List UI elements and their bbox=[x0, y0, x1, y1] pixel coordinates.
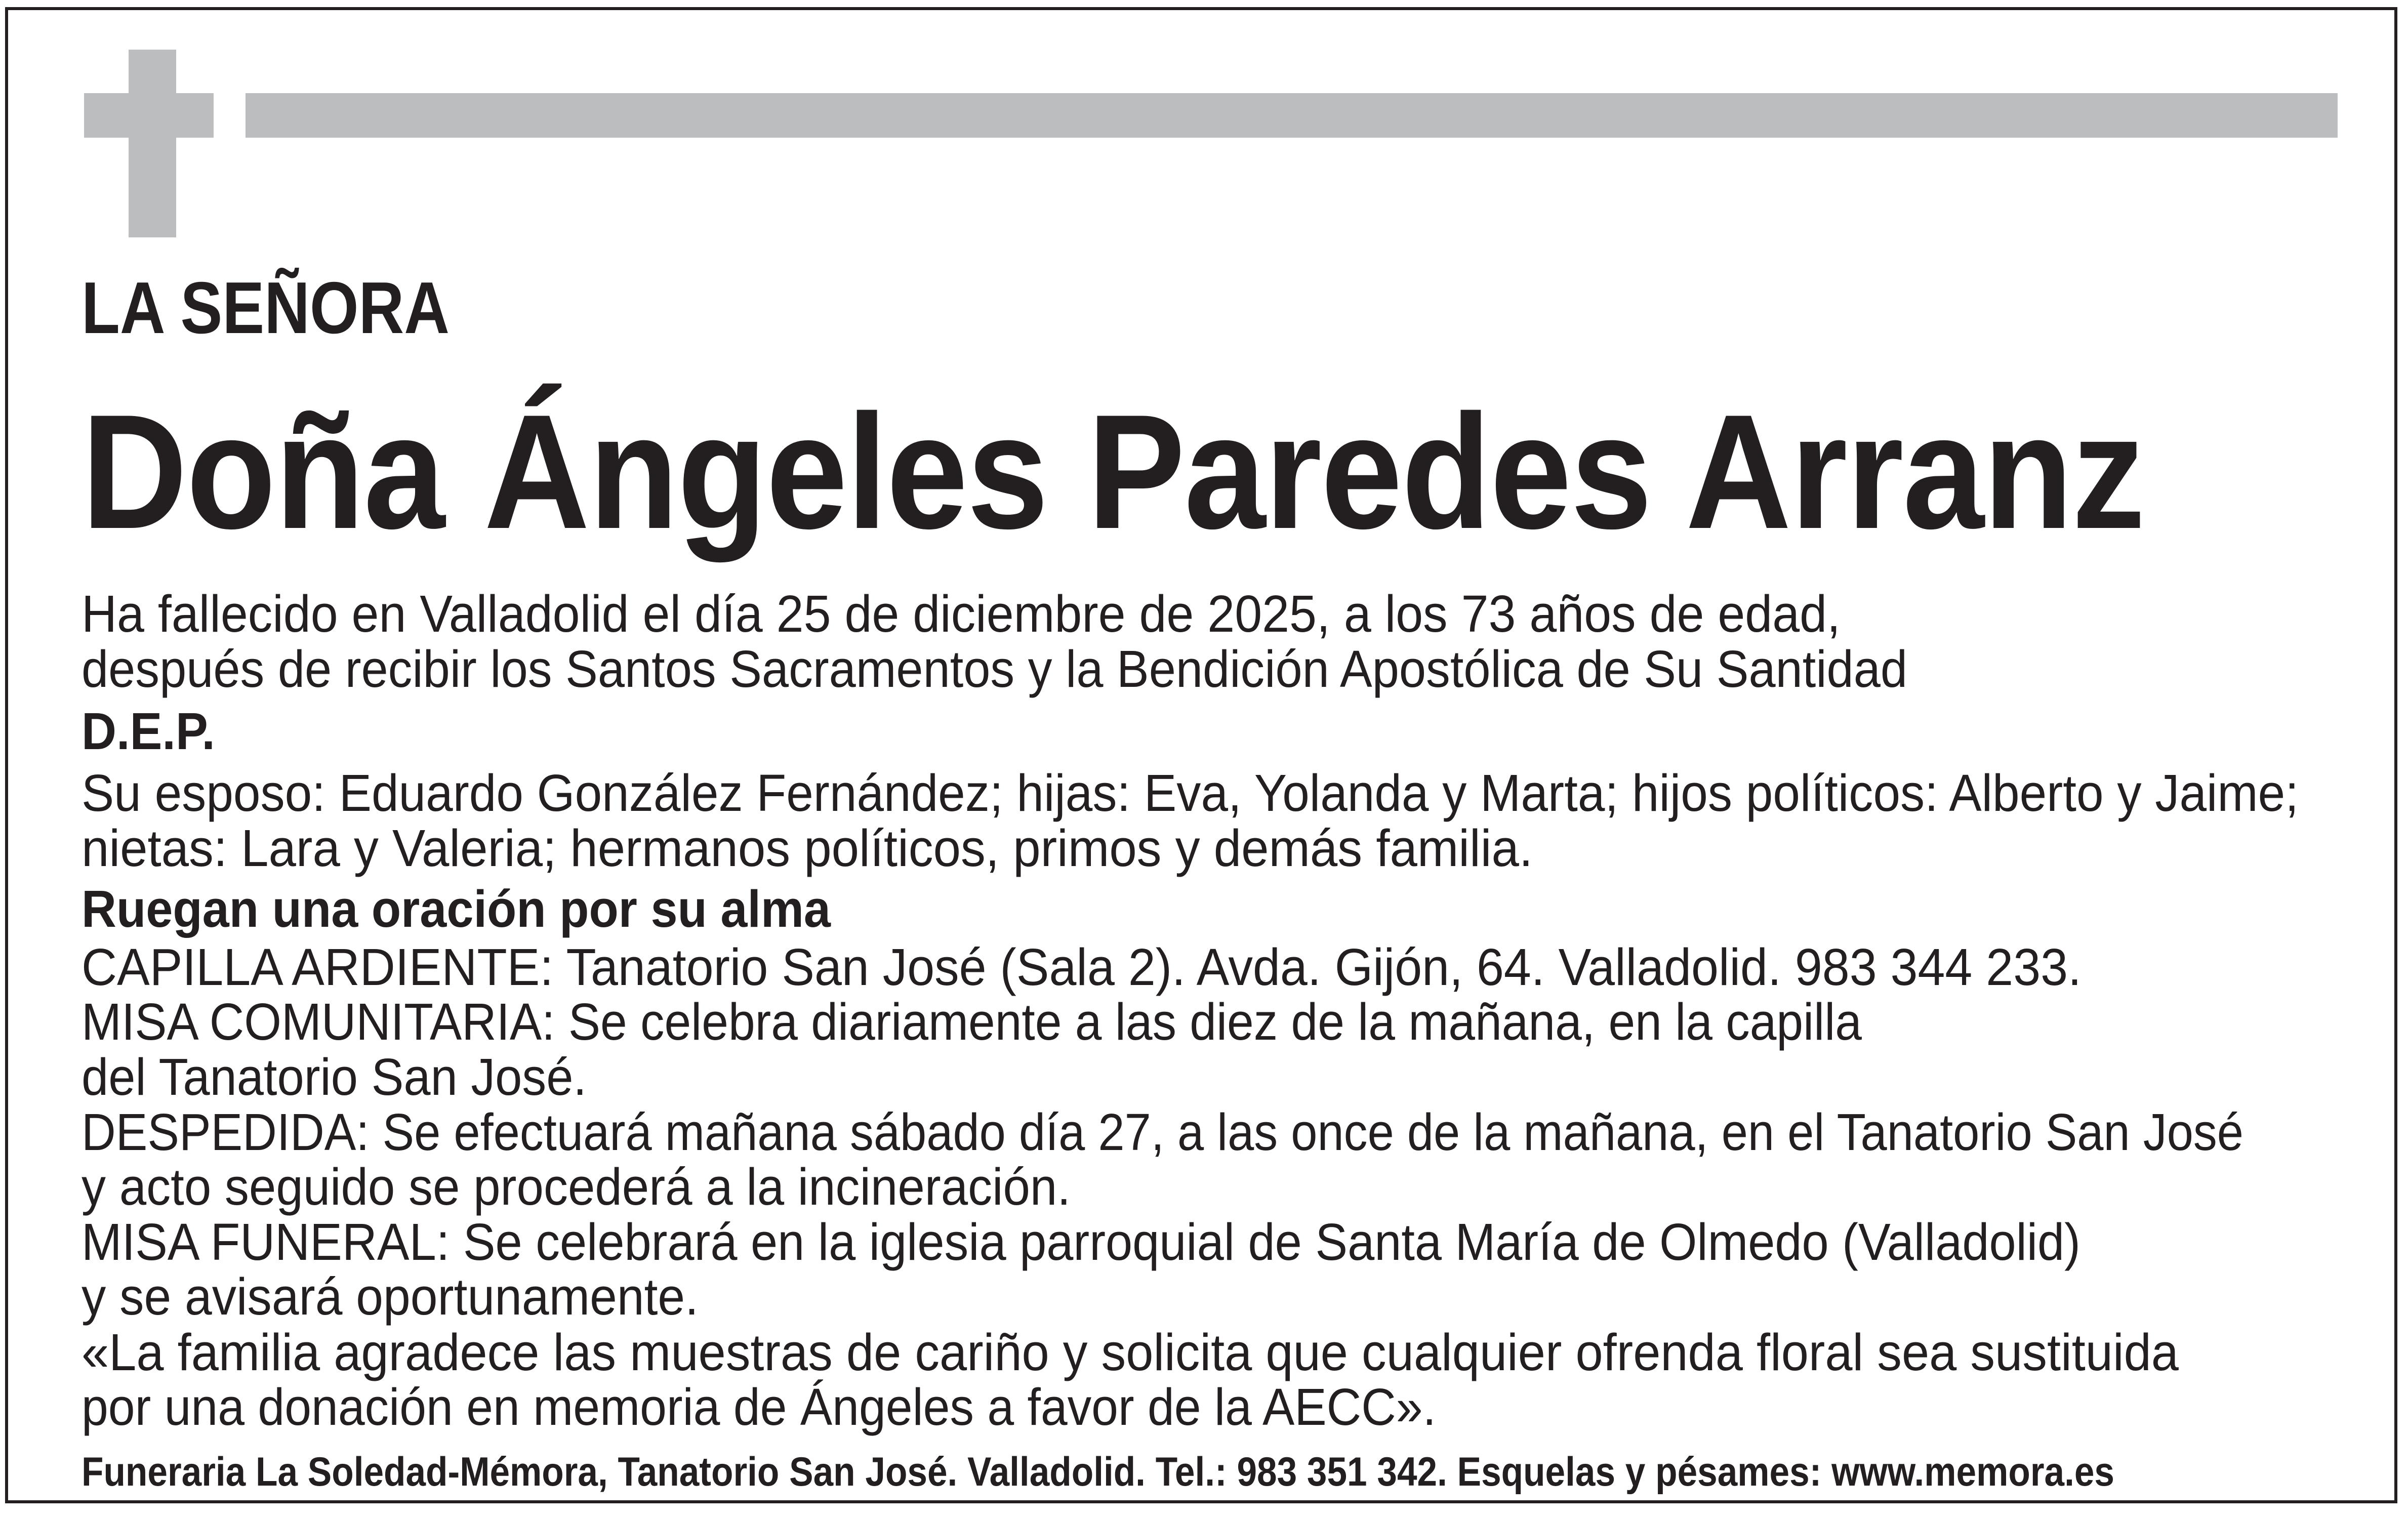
deceased-name: Doña Ángeles Paredes Arranz bbox=[81, 381, 2144, 563]
rip-label: D.E.P. bbox=[81, 702, 215, 761]
family-line-2: nietas: Lara y Valeria; hermanos políticos, primos y demás familia. bbox=[81, 819, 1533, 878]
cross-horizontal-bar bbox=[84, 93, 214, 138]
cross-vertical-bar bbox=[129, 50, 176, 237]
prayer-request: Ruegan una oración por su alma bbox=[81, 880, 831, 938]
service-misa-funeral-cont: y se avisará oportunamente. bbox=[81, 1267, 699, 1326]
header-rule bbox=[246, 93, 2338, 138]
funeral-home-footer: Funeraria La Soledad-Mémora, Tanatorio San José. Valladolid. Tel.: 983 351 342. Esquelas y pésames: www.memora.es bbox=[81, 1449, 2114, 1495]
family-note-line-2: por una donación en memoria de Ángeles a favor de la AECC». bbox=[81, 1378, 1436, 1437]
honorific-title: LA SEÑORA bbox=[81, 267, 450, 349]
service-despedida: DESPEDIDA: Se efectuará mañana sábado día 27, a las once de la mañana, en el Tanatorio San José bbox=[81, 1103, 2243, 1162]
service-despedida-cont: y acto seguido se procederá a la incineración. bbox=[81, 1158, 1071, 1216]
announcement-line-2: después de recibir los Santos Sacramentos y la Bendición Apostólica de Su Santidad bbox=[81, 640, 1907, 699]
service-misa-funeral: MISA FUNERAL: Se celebrará en la iglesia parroquial de Santa María de Olmedo (Valladolid) bbox=[81, 1213, 2080, 1271]
family-note-line-1: «La familia agradece las muestras de cariño y solicita que cualquier ofrenda floral sea sustituida bbox=[81, 1323, 2179, 1382]
announcement-line-1: Ha fallecido en Valladolid el día 25 de diciembre de 2025, a los 73 años de edad, bbox=[81, 585, 1841, 643]
service-misa-comunitaria-cont: del Tanatorio San José. bbox=[81, 1048, 587, 1106]
service-capilla-ardiente: CAPILLA ARDIENTE: Tanatorio San José (Sala 2). Avda. Gijón, 64. Valladolid. 983 344 233. bbox=[81, 938, 2082, 997]
service-misa-comunitaria: MISA COMUNITARIA: Se celebra diariamente a las diez de la mañana, en la capilla bbox=[81, 993, 1862, 1051]
family-line-1: Su esposo: Eduardo González Fernández; hijas: Eva, Yolanda y Marta; hijos políticos: Alberto y Jaime; bbox=[81, 764, 2299, 823]
